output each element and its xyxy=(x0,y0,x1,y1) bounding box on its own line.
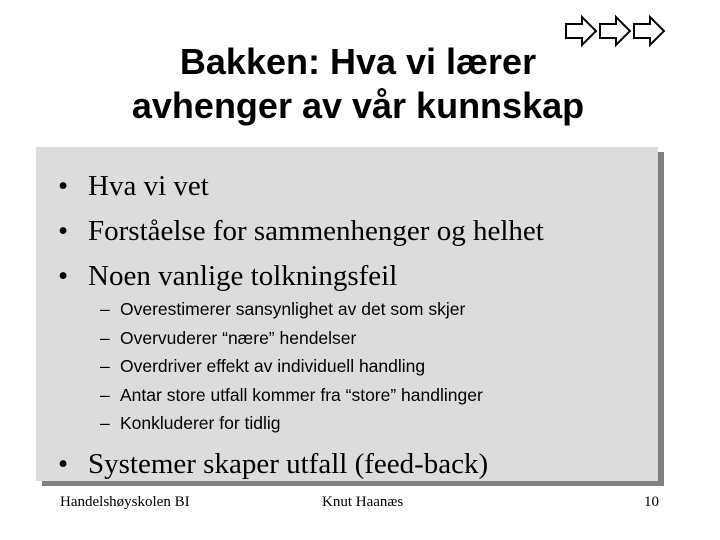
bullet-item: • Forståelse for sammenhenger og helhet xyxy=(58,215,544,247)
title-line-2: avhenger av vår kunnskap xyxy=(131,85,585,126)
bullet-list xyxy=(58,164,678,299)
sub-bullet-item: – Overvuderer “nære” hendelser xyxy=(100,327,357,348)
sub-bullet-item: – Overdriver effekt av individuell handling xyxy=(100,356,426,376)
bullet-item: • Hva vi vet xyxy=(58,170,209,202)
bullet-item-last: • Systemer skaper utfall (feed-back) xyxy=(58,448,489,480)
sub-bullet-item: – Overestimerer sansynlighet av det som skjer xyxy=(100,299,466,319)
slide-title xyxy=(40,40,676,128)
bullet-item: • Noen vanlige tolkningsfeil xyxy=(58,260,398,292)
footer-page-number: 10 xyxy=(644,494,659,510)
sub-bullet-item: – Antar store utfall kommer fra “store” handlinger xyxy=(100,384,483,405)
title-line-1: Bakken: Hva vi lærer xyxy=(179,41,537,82)
sub-bullet-item: – Konkluderer for tidlig xyxy=(100,413,281,433)
footer-organization: Handelshøyskolen BI xyxy=(60,494,190,510)
footer-author: Knut Haanæs xyxy=(322,494,404,510)
sub-bullet-list xyxy=(100,295,483,438)
